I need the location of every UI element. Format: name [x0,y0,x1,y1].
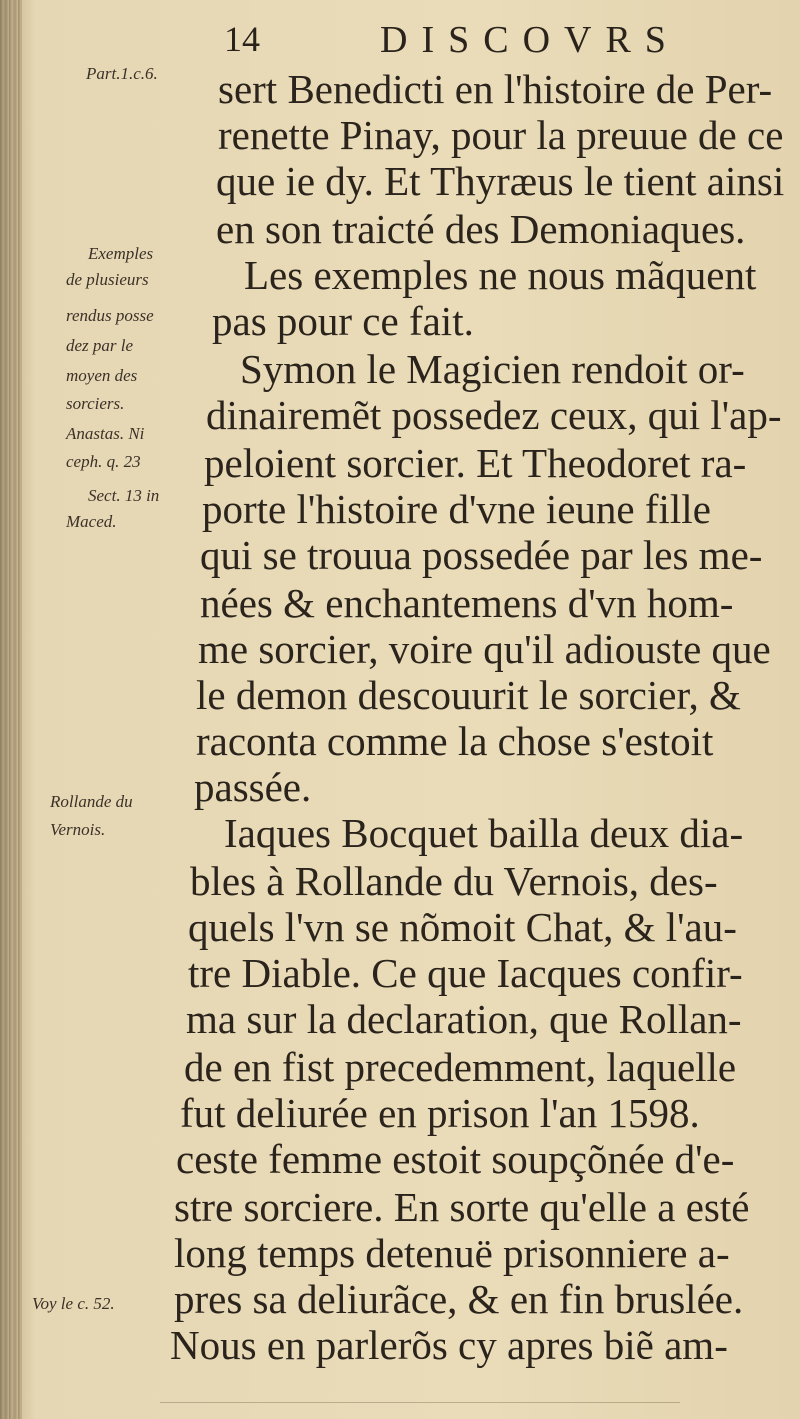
text-line: stre sorciere. En sorte qu'elle a esté [174,1184,750,1230]
text-line: Symon le Magicien rendoit or- [240,346,745,392]
margin-note: Maced. [66,512,117,531]
text-line: quels l'vn se nõmoit Chat, & l'au- [188,904,737,950]
page-number: 14 [224,19,260,59]
text-line: renette Pinay, pour la preuue de ce [218,112,784,158]
margin-note: Rollande du [50,792,133,811]
text-line: le demon descouurit le sorcier, & [196,672,741,718]
bottom-rule [160,1402,680,1403]
text-line: en son traicté des Demoniaques. [216,206,746,252]
text-line: pas pour ce fait. [212,298,474,344]
text-line: ma sur la declaration, que Rollan- [186,996,742,1042]
text-line: me sorcier, voire qu'il adiouste que [198,626,771,672]
text-line: sert Benedicti en l'histoire de Per- [218,66,773,112]
margin-note: Voy le c. 52. [32,1294,115,1313]
text-line: fut deliurée en prison l'an 1598. [180,1090,700,1136]
text-line: dinairemẽt possedez ceux, qui l'ap- [206,392,782,438]
text-line: passée. [194,764,312,810]
margin-note: Exemples [88,244,154,263]
margin-note: Vernois. [50,820,106,839]
text-line: raconta comme la chose s'estoit [196,718,714,764]
text-line: qui se trouua possedée par les me- [200,532,763,578]
running-head: DISCOVRS [380,19,680,61]
text-line: ceste femme estoit soupçõnée d'e- [176,1136,735,1182]
text-line: que ie dy. Et Thyræus le tient ainsi [216,158,785,204]
margin-note: Sect. 13 in [88,486,160,505]
margin-note: moyen des [66,366,138,385]
text-line: nées & enchantemens d'vn hom- [200,580,734,626]
margin-note: Anastas. Ni [66,424,145,443]
margin-note: ceph. q. 23 [66,452,141,471]
text-line: Nous en parlerõs cy apres biẽ am- [170,1322,728,1368]
margin-note: Part.1.c.6. [86,64,158,83]
margin-note: rendus posse [66,306,154,325]
text-line: long temps detenuë prisonniere a- [174,1230,730,1276]
margin-note: de plusieurs [66,270,149,289]
text-line: tre Diable. Ce que Iacques confir- [188,950,743,996]
text-line: peloient sorcier. Et Theodoret ra- [204,440,747,486]
text-line: Iaques Bocquet bailla deux dia- [224,810,744,856]
text-line: porte l'histoire d'vne ieune fille [202,486,711,532]
text-line: Les exemples ne nous mãquent [244,252,757,298]
text-line: de en fist precedemment, laquelle [184,1044,737,1090]
text-line: bles à Rollande du Vernois, des- [190,858,718,904]
binding-gutter [0,0,22,1419]
text-line: pres sa deliurãce, & en fin bruslée. [174,1276,744,1322]
margin-note: sorciers. [66,394,125,413]
margin-note: dez par le [66,336,134,355]
page-header [0,18,800,68]
